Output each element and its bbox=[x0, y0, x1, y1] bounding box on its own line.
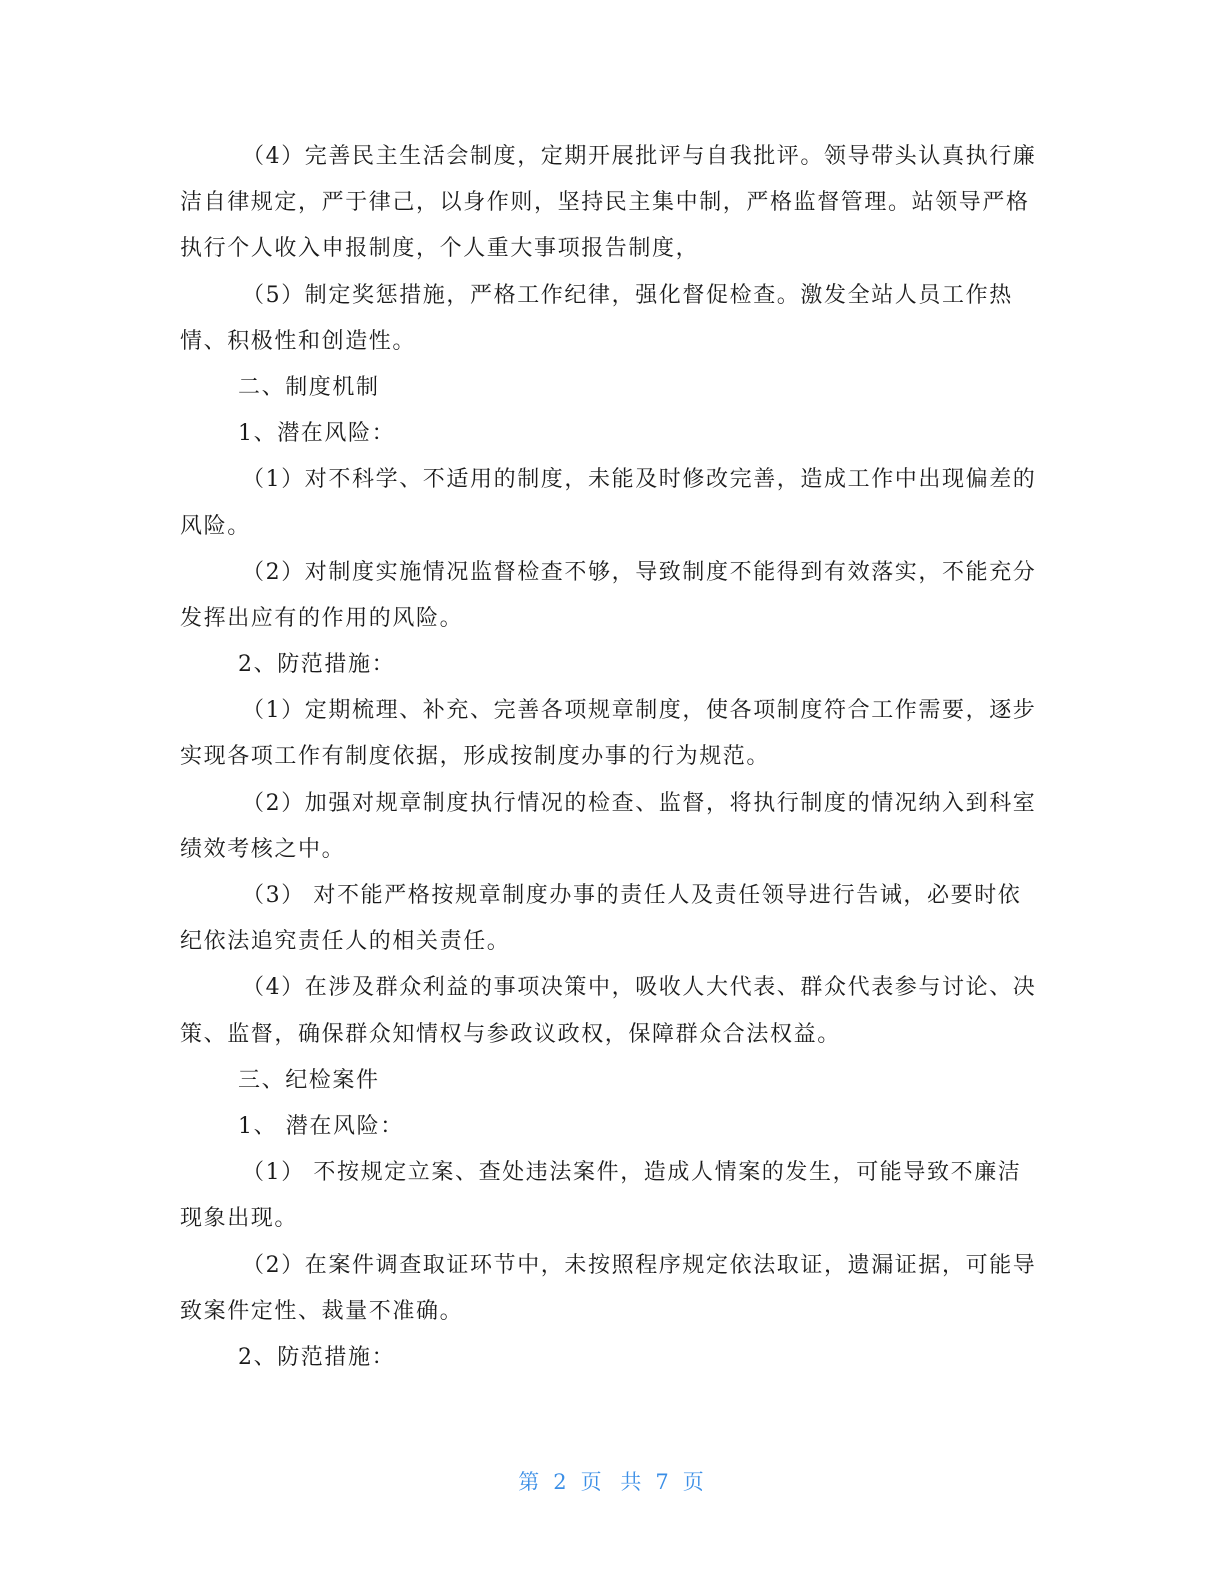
text-line: 1、潜在风险： bbox=[238, 421, 396, 447]
page-label-middle: 页 共 bbox=[580, 1470, 644, 1494]
text-line: 1、 潜在风险： bbox=[238, 1113, 404, 1139]
page-current-number: 2 bbox=[553, 1470, 569, 1494]
text-line: 2、防范措施： bbox=[238, 652, 396, 678]
text-line: 纪依法追究责任人的相关责任。 bbox=[180, 929, 511, 955]
text-line: 执行个人收入申报制度，个人重大事项报告制度， bbox=[180, 236, 700, 262]
text-line: （2）加强对规章制度执行情况的检查、监督，将执行制度的情况纳入到科室 bbox=[242, 790, 1037, 816]
text-line: （4）完善民主生活会制度，定期开展批评与自我批评。领导带头认真执行廉 bbox=[242, 144, 1037, 169]
text-line: （1）定期梳理、补充、完善各项规章制度，使各项制度符合工作需要，逐步 bbox=[242, 698, 1037, 724]
text-line: 策、监督，确保群众知情权与参政议政权，保障群众合法权益。 bbox=[180, 1021, 841, 1047]
text-line: 二、制度机制 bbox=[238, 374, 380, 400]
text-line: （1） 不按规定立案、查处违法案件，造成人情案的发生，可能导致不廉洁 bbox=[242, 1160, 1022, 1186]
text-line: 风险。 bbox=[180, 513, 251, 539]
text-line: 现象出现。 bbox=[180, 1206, 299, 1232]
text-line: 绩效考核之中。 bbox=[180, 836, 346, 862]
page-label-suffix: 页 bbox=[682, 1470, 706, 1494]
text-line: （4）在涉及群众利益的事项决策中，吸收人大代表、群众代表参与讨论、决 bbox=[242, 975, 1037, 1001]
text-line: （2）对制度实施情况监督检查不够，导致制度不能得到有效落实，不能充分 bbox=[242, 559, 1037, 585]
text-line: 致案件定性、裁量不准确。 bbox=[180, 1298, 464, 1324]
text-line: 2、防范措施： bbox=[238, 1344, 396, 1370]
text-line: 实现各项工作有制度依据，形成按制度办事的行为规范。 bbox=[180, 744, 771, 770]
page-footer bbox=[0, 1466, 1224, 1496]
page-total-number: 7 bbox=[655, 1470, 671, 1494]
text-line: （5）制定奖惩措施，严格工作纪律，强化督促检查。激发全站人员工作热 bbox=[242, 282, 1013, 308]
text-line: 发挥出应有的作用的风险。 bbox=[180, 605, 464, 631]
page-label-prefix: 第 bbox=[518, 1470, 542, 1494]
text-line: （2）在案件调查取证环节中，未按照程序规定依法取证，遗漏证据，可能导 bbox=[242, 1252, 1037, 1278]
document-body bbox=[180, 134, 1040, 1381]
text-line: 情、积极性和创造性。 bbox=[180, 328, 417, 354]
text-line: （1）对不科学、不适用的制度，未能及时修改完善，造成工作中出现偏差的 bbox=[242, 467, 1037, 493]
text-line: （3） 对不能严格按规章制度办事的责任人及责任领导进行告诫，必要时依 bbox=[242, 883, 1022, 908]
text-line: 三、纪检案件 bbox=[238, 1067, 380, 1093]
text-line: 洁自律规定，严于律己，以身作则，坚持民主集中制，严格监督管理。站领导严格 bbox=[180, 190, 1030, 216]
